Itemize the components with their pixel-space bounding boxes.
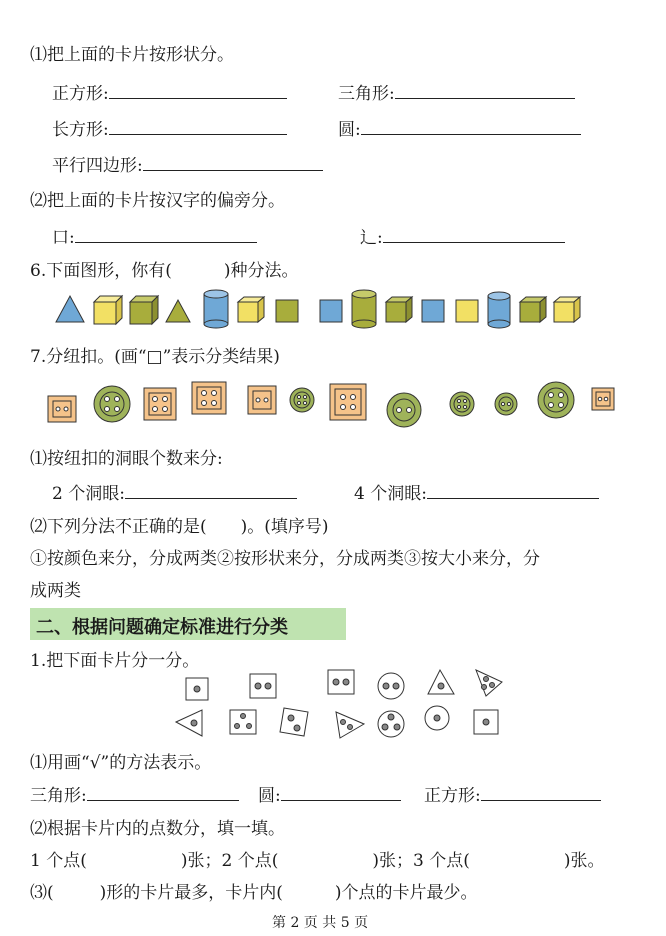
s2-square-blank[interactable] <box>481 784 601 801</box>
cube-green-shape-2 <box>386 297 412 322</box>
q7-title: 7.分纽扣。(画“□”表示分类结果) <box>30 347 280 367</box>
parallelogram-label: 平行四边形: <box>52 156 143 176</box>
section-2-header <box>30 608 346 640</box>
part3-end: )个点的卡片最少。 <box>334 883 478 903</box>
cylinder-blue-shape-2 <box>488 292 510 328</box>
card-circle-3dot-1 <box>378 711 404 737</box>
s2-cards <box>170 664 510 746</box>
zou-label: 辶: <box>360 228 383 248</box>
card-square-2dot-3 <box>280 708 308 736</box>
q6-text-after: )种分法。 <box>223 261 299 281</box>
button-square-2hole-2 <box>248 386 276 414</box>
button-round-4hole-2 <box>290 388 314 412</box>
card-triangle-1dot-1 <box>428 670 454 694</box>
q7-options-line2: 成两类 <box>30 581 81 601</box>
q7-buttons-row <box>44 378 624 428</box>
q7-part2-before: ⑵下列分法不正确的是( <box>30 517 207 537</box>
card-square-2dot-2 <box>328 670 354 694</box>
cylinder-blue-shape <box>204 290 228 328</box>
q5-part2: ⑵把上面的卡片按汉字的偏旁分。 <box>30 191 285 211</box>
button-round-4hole-4 <box>538 382 574 418</box>
card-square-2dot-1 <box>250 674 276 698</box>
rectangle-blank[interactable] <box>109 118 287 135</box>
card-circle-2dot-1 <box>378 673 404 699</box>
circle-blank[interactable] <box>361 118 581 135</box>
cube-yellow-shape-3 <box>554 297 580 322</box>
s2-triangle-row <box>30 784 239 807</box>
triangle-green-shape <box>166 300 190 322</box>
q6-question <box>30 260 299 282</box>
card-circle-1dot-1 <box>425 706 449 730</box>
four-holes-row <box>354 482 599 505</box>
circle-row <box>338 118 581 141</box>
cube-yellow-shape-2 <box>238 297 264 322</box>
cylinder-green-shape <box>352 290 376 328</box>
square-row <box>52 82 287 105</box>
triangle-blue-shape <box>56 296 84 322</box>
s2-part2: ⑵根据卡片内的点数分，填一填。 <box>30 819 285 839</box>
button-round-4hole-3 <box>450 392 474 416</box>
one-dot-label: 1 个点( <box>30 851 87 871</box>
card-square-1dot-1 <box>186 678 208 700</box>
square-yellow-shape <box>456 300 478 322</box>
parallelogram-row <box>52 154 323 177</box>
zou-row <box>360 226 565 249</box>
triangle-label: 三角形: <box>338 84 395 104</box>
card-square-1dot-2 <box>474 710 498 734</box>
part3-middle: )形的卡片最多，卡片内( <box>99 883 283 903</box>
kou-label: 口: <box>52 228 75 248</box>
three-dot-label: )张；3 个点( <box>372 851 470 871</box>
kou-row <box>52 226 257 249</box>
q6-text-before: 6.下面图形，你有( <box>30 261 172 281</box>
s2-dots-row <box>30 850 604 872</box>
four-holes-blank[interactable] <box>427 482 599 499</box>
s2-triangle-label: 三角形: <box>30 786 87 806</box>
card-triangle-3dot-1 <box>476 670 502 696</box>
section-2-title: 二、根据问题确定标准进行分类 <box>36 617 288 638</box>
s2-part3 <box>30 882 478 904</box>
button-round-2hole-2 <box>495 393 517 415</box>
q7-part1: ⑴按纽扣的洞眼个数来分: <box>30 449 223 469</box>
triangle-blank[interactable] <box>395 82 575 99</box>
zou-blank[interactable] <box>383 226 565 243</box>
button-round-4hole-1 <box>94 386 130 422</box>
q6-shapes-row <box>48 288 588 332</box>
card-square-3dot-1 <box>230 710 256 734</box>
square-blue-shape-2 <box>422 300 444 322</box>
kou-blank[interactable] <box>75 226 257 243</box>
cube-green-shape <box>130 296 158 324</box>
s2-circle-label: 圆: <box>258 786 281 806</box>
s2-square-row <box>424 784 601 807</box>
s2-circle-blank[interactable] <box>281 784 401 801</box>
card-triangle-2dot-1 <box>336 712 364 738</box>
button-round-2hole-1 <box>387 393 421 427</box>
parallelogram-blank[interactable] <box>143 154 323 171</box>
button-square-2hole-1 <box>48 396 76 422</box>
circle-label: 圆: <box>338 120 361 140</box>
two-holes-blank[interactable] <box>125 482 297 499</box>
button-square-2hole-3 <box>592 388 614 410</box>
two-dot-label: )张；2 个点( <box>180 851 279 871</box>
part3-start: ⑶( <box>30 883 54 903</box>
cube-green-shape-3 <box>520 297 546 322</box>
q7-options-line1: ①按颜色来分，分成两类②按形状来分，分成两类③按大小来分，分 <box>30 549 540 569</box>
cube-yellow-shape <box>94 296 122 324</box>
square-blue-shape <box>320 300 342 322</box>
two-holes-label: 2 个洞眼: <box>52 484 125 504</box>
page-footer: 第 2 页 共 5 页 <box>272 915 369 931</box>
square-green-shape <box>276 300 298 322</box>
q7-part2-after: )。(填序号) <box>240 517 329 537</box>
triangle-row <box>338 82 575 105</box>
s2-circle-row <box>258 784 401 807</box>
s2-square-label: 正方形: <box>424 786 481 806</box>
rectangle-row <box>52 118 287 141</box>
card-triangle-1dot-2 <box>176 710 202 736</box>
rectangle-label: 长方形: <box>52 120 109 140</box>
s2-triangle-blank[interactable] <box>87 784 239 801</box>
button-square-4hole-2 <box>192 382 226 414</box>
two-holes-row <box>52 482 297 505</box>
square-label: 正方形: <box>52 84 109 104</box>
q7-part2 <box>30 516 329 538</box>
dots-row-end: )张。 <box>563 851 605 871</box>
button-square-4hole-1 <box>144 388 176 420</box>
s2-q1-title: 1.把下面卡片分一分。 <box>30 651 200 671</box>
s2-part1: ⑴用画“√”的方法表示。 <box>30 753 212 773</box>
button-square-4hole-3 <box>330 384 366 420</box>
square-blank[interactable] <box>109 82 287 99</box>
q5-part1: ⑴把上面的卡片按形状分。 <box>30 45 234 65</box>
four-holes-label: 4 个洞眼: <box>354 484 427 504</box>
